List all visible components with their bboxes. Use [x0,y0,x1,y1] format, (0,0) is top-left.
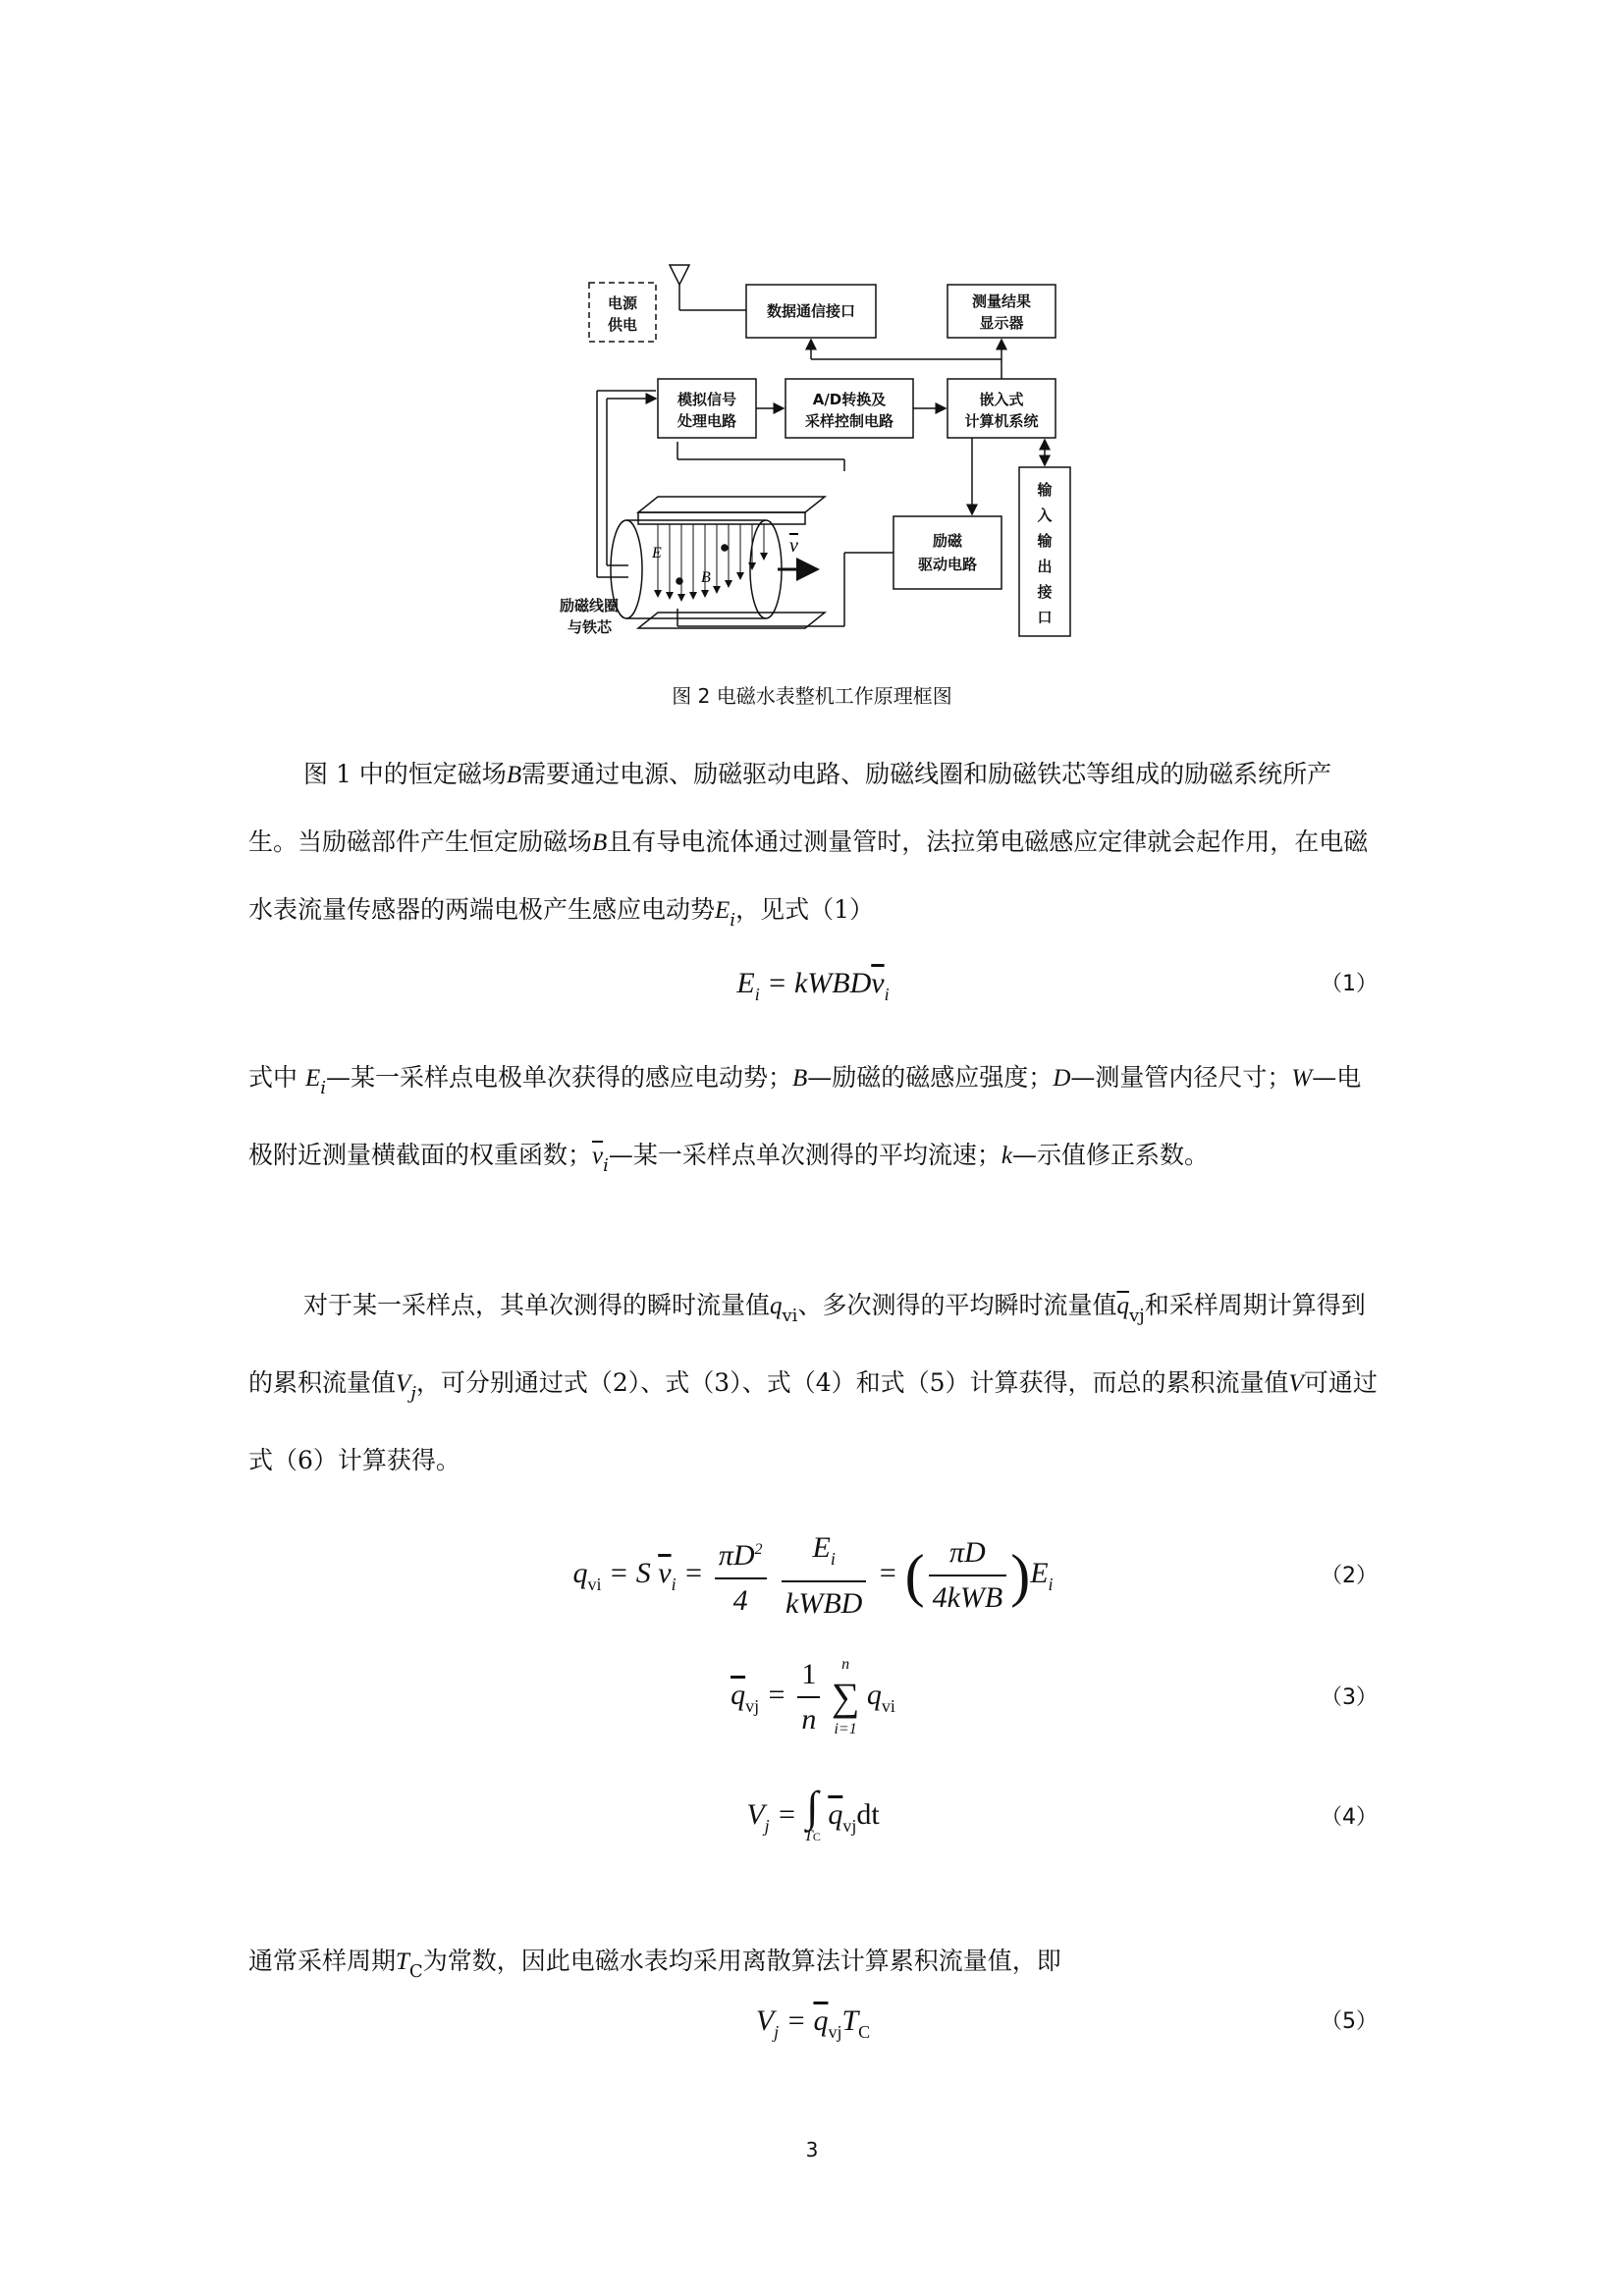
paragraph-2: 式中 $E_i—$某一采样点电极单次获得的感应电动势；B—励磁的磁感应强度；D—测量管内径尺寸；W—电极附近测量横截面的权重函数；$\overline{v}_i—$某一采样点单次测得的平均流速；k—示值修正系数。 [248,1063,1362,1176]
excite-driver-block [893,516,1001,589]
b-symbol: B [701,569,711,586]
analog-label-1: 模拟信号 [677,391,737,408]
equation-4: $V_j$ = ∫ TC $\overline{q}_{vj}dt$ （4） [746,1783,1378,1845]
block-diagram-svg [560,253,1090,646]
io-char-5: 接 [1037,583,1053,601]
equation-1: $E_i$ = $kWBD\overline{v}_i$ （1） [736,967,1378,1004]
v-symbol: v [789,535,798,557]
paragraph-3: 对于某一采样点，其单次测得的瞬时流量值$q_{vi}$、多次测得的平均瞬时流量值$\overline{q}_{vj}$和采样周期计算得到的累积流量值$V_j$，可分别通过式（2）、式（3）、式（4）和式（5）计算获得，而总的累积流量值V可通过式（6）计算获得。 [248,1291,1378,1474]
display-label-2: 显示器 [979,314,1024,332]
embedded-label-2: 计算机系统 [964,412,1039,430]
equation-5: $V_j = \overline{q}_{vj}T_C$ （5） [755,2004,1378,2042]
antenna-icon [670,265,689,285]
excite-label-1: 励磁 [932,532,963,550]
equation-3-number: （3） [1321,1685,1378,1710]
figure-caption: 图 2 电磁水表整机工作原理框图 [672,684,952,708]
equation-3: $\overline{q}_{vj}$ = $\frac{1}{n}$ n ∑ i=1 $q_{vi}$ （3） [248,1641,1378,1749]
excite-label-2: 驱动电路 [917,556,978,573]
page-number: 3 [805,2138,819,2162]
power-label-2: 供电 [607,316,638,334]
paragraph-1: 图 1 中的恒定磁场B需要通过电源、励磁驱动电路、励磁线圈和励磁铁芯等组成的励磁系统所产生。当励磁部件产生恒定励磁场B且有导电流体通过测量管时，法拉第电磁感应定律就会起作用，在电磁水表流量传感器的两端电极产生感应电动势$E_i$，见式（1） [248,760,1369,931]
adc-label-1: A/D转换及 [812,391,887,408]
equation-4-number: （4） [1321,1805,1378,1830]
analog-label-2: 处理电路 [677,412,737,430]
coil-label-1: 励磁线圈 [560,597,620,614]
e-symbol: E [652,545,662,561]
io-char-2: 入 [1037,507,1053,524]
block-diagram [560,253,1090,646]
display-label-1: 测量结果 [971,293,1032,310]
paragraph-4: 通常采样周期$T_C$为常数，因此电磁水表均采用离散算法计算累积流量值，即 [248,1947,1061,1982]
embedded-label-1: 嵌入式 [979,391,1024,408]
adc-label-2: 采样控制电路 [804,412,894,430]
pipe-end-right [750,520,782,618]
power-label-1: 电源 [607,294,638,312]
equation-5-number: （5） [1321,2009,1378,2034]
io-char-4: 出 [1037,558,1053,575]
equation-2: $q_{vi} = S$ $\overline{v}_i$ = $\frac{\pi D^2}{4}$ $\frac{E_i}{\text{kWBD}}$ = ( $\frac{\pi D}{\text{4kWB}}$ )$E_i$ （2） [248,1520,1378,1628]
equation-1-number: （1） [1321,972,1378,996]
coil-label-2: 与铁芯 [568,618,613,636]
io-char-1: 输 [1037,481,1053,499]
magnet-top [638,497,825,512]
io-char-3: 输 [1037,532,1053,550]
io-char-6: 口 [1037,609,1053,626]
equation-2-number: （2） [1321,1564,1378,1588]
data-comm-label: 数据通信接口 [766,302,856,320]
